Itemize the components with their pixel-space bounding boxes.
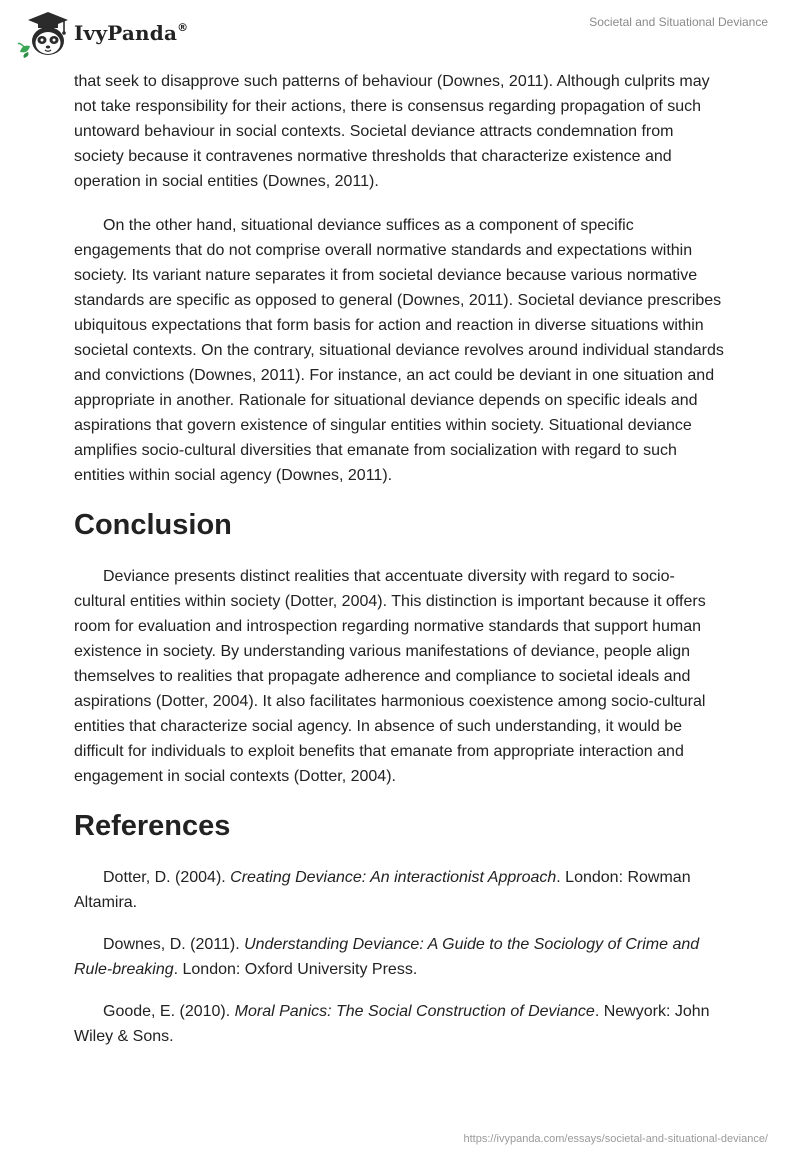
source-url-link[interactable]: https://ivypanda.com/essays/societal-and-situational-deviance/ [463, 1133, 768, 1145]
brand-name: IvyPanda® [74, 21, 189, 45]
reference-item: Downes, D. (2011). Understanding Deviance: A Guide to the Sociology of Crime and Rule-breaking. London: Oxford University Press. [74, 936, 700, 978]
panda-logo-icon [16, 8, 72, 58]
conclusion-heading: Conclusion [74, 509, 232, 541]
reference-item: Goode, E. (2010). Moral Panics: The Social Construction of Deviance. Newyork: John Wiley & Sons. [74, 1003, 710, 1045]
paragraph-situational-deviance: On the other hand, situational deviance suffices as a component of specific engagements that do not comprise overall normative standards and expectations within society. Its variant nature separates it from societal deviance because various normative standards are specific as opposed to general (Downes, 2011). Societal deviance prescribes ubiquitous expectations that form basis for action and reaction in diverse situations within societal contexts. On the contrary, situational deviance revolves around individual standards and convictions (Downes, 2011). For instance, an act could be deviant in one situation and appropriate in another. Rationale for situational deviance depends on specific ideals and aspirations that govern existence of singular entities within society. Situational deviance amplifies socio-cultural diversities that emanate from socialization with regard to such entities within social agency (Downes, 2011). [74, 217, 724, 484]
document-title: Societal and Situational Deviance [589, 15, 768, 29]
paragraph-continuation: that seek to disapprove such patterns of behaviour (Downes, 2011). Although culprits may not take responsibility for their actions, there is consensus regarding propagation of such untoward behaviour in social contexts. Societal deviance attracts condemnation from society because it contravenes normative thresholds that characterize existence and operation in social entities (Downes, 2011). [74, 73, 710, 190]
page-header [0, 0, 800, 70]
references-heading: References [74, 810, 231, 842]
essay-content [74, 69, 726, 1066]
conclusion-paragraph: Deviance presents distinct realities that accentuate diversity with regard to socio-cultural entities within society (Dotter, 2004). This distinction is important because it offers room for evaluation and introspection regarding normative standards that support human existence in society. By understanding various manifestations of deviance, people align themselves to realities that propagate adherence and compliance to societal ideals and aspirations (Dotter, 2004). It also facilitates harmonious coexistence among socio-cultural entities that characterize social agency. In absence of such understanding, it would be difficult for individuals to exploit benefits that emanate from appropriate interaction and engagement in social contexts (Dotter, 2004). [74, 568, 706, 785]
reference-item: Dotter, D. (2004). Creating Deviance: An interactionist Approach. London: Rowman Altamira. [74, 869, 691, 911]
brand-logo[interactable] [16, 8, 188, 58]
